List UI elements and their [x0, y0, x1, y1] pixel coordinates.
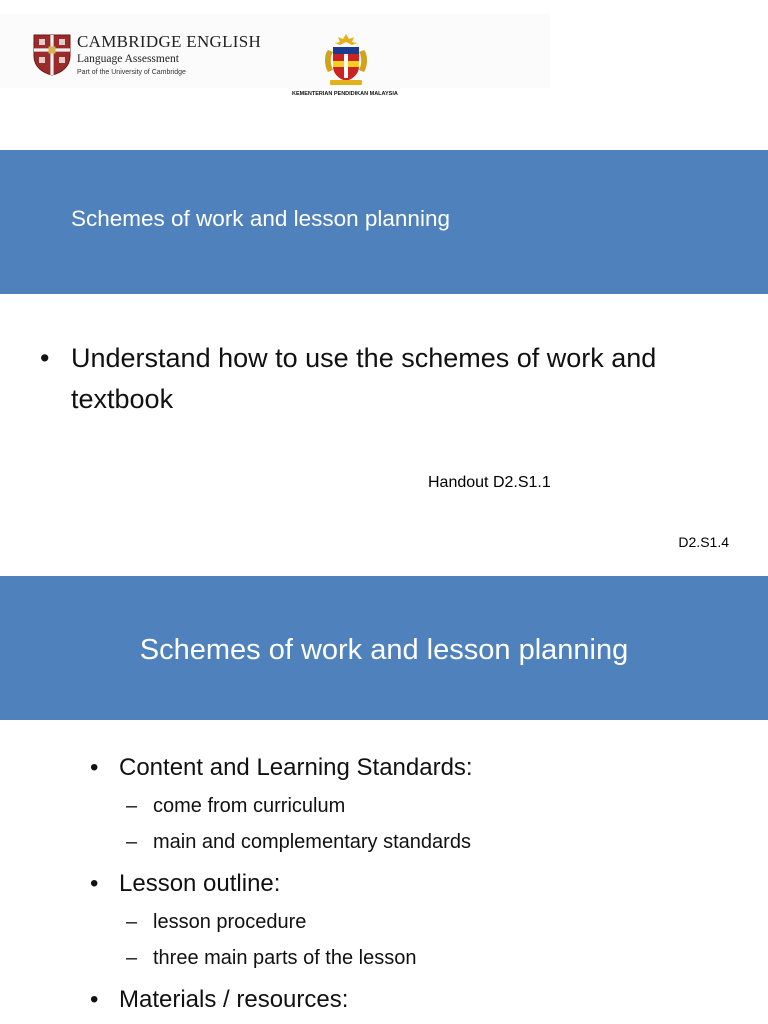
list-subitem: [90, 788, 750, 824]
ministry-name: KEMENTERIAN PENDIDIKAN MALAYSIA: [292, 91, 398, 97]
malaysia-coat-of-arms-icon: [318, 32, 374, 88]
dash-icon: –: [126, 795, 138, 817]
list-item: [90, 864, 750, 904]
bullet-icon: •: [90, 986, 99, 1013]
slide2-bullet-list: [90, 748, 750, 1020]
list-subitem: [90, 904, 750, 940]
list-item: [90, 748, 750, 788]
list-subitem: [90, 824, 750, 860]
dash-icon: –: [126, 831, 138, 853]
cambridge-subtitle: Language Assessment: [77, 53, 179, 65]
list-subitem-label: main and complementary standards: [153, 831, 471, 853]
list-item: [90, 980, 750, 1020]
slide1-title: Schemes of work and lesson planning: [71, 206, 450, 231]
list-item-label: Content and Learning Standards:: [119, 754, 473, 781]
slide1-bullet: [40, 338, 730, 420]
handout-label: Handout D2.S1.1: [428, 474, 551, 491]
list-item-label: Materials / resources:: [119, 986, 349, 1013]
list-subitem-label: lesson procedure: [153, 911, 307, 933]
slide2-title: Schemes of work and lesson planning: [139, 634, 629, 666]
list-subitem-label: come from curriculum: [153, 795, 346, 817]
slide2-title-bar: [0, 576, 768, 720]
logo-strip: [0, 14, 550, 97]
list-item-label: Lesson outline:: [119, 870, 281, 897]
slide-code: D2.S1.4: [678, 534, 729, 550]
dash-icon: –: [126, 947, 138, 969]
dash-icon: –: [126, 911, 138, 933]
bullet-icon: •: [40, 343, 50, 373]
list-subitem: [90, 940, 750, 976]
cambridge-part-of: Part of the University of Cambridge: [77, 69, 186, 76]
bullet-icon: •: [90, 870, 99, 897]
cambridge-shield-icon: [33, 34, 71, 76]
list-subitem-label: three main parts of the lesson: [153, 947, 417, 969]
bullet-icon: •: [90, 754, 99, 781]
cambridge-english-title: CAMBRIDGE ENGLISH: [77, 32, 262, 51]
slide1-bullet-text: Understand how to use the schemes of work and textbook: [71, 343, 657, 414]
slide1-title-bar: [0, 150, 768, 294]
